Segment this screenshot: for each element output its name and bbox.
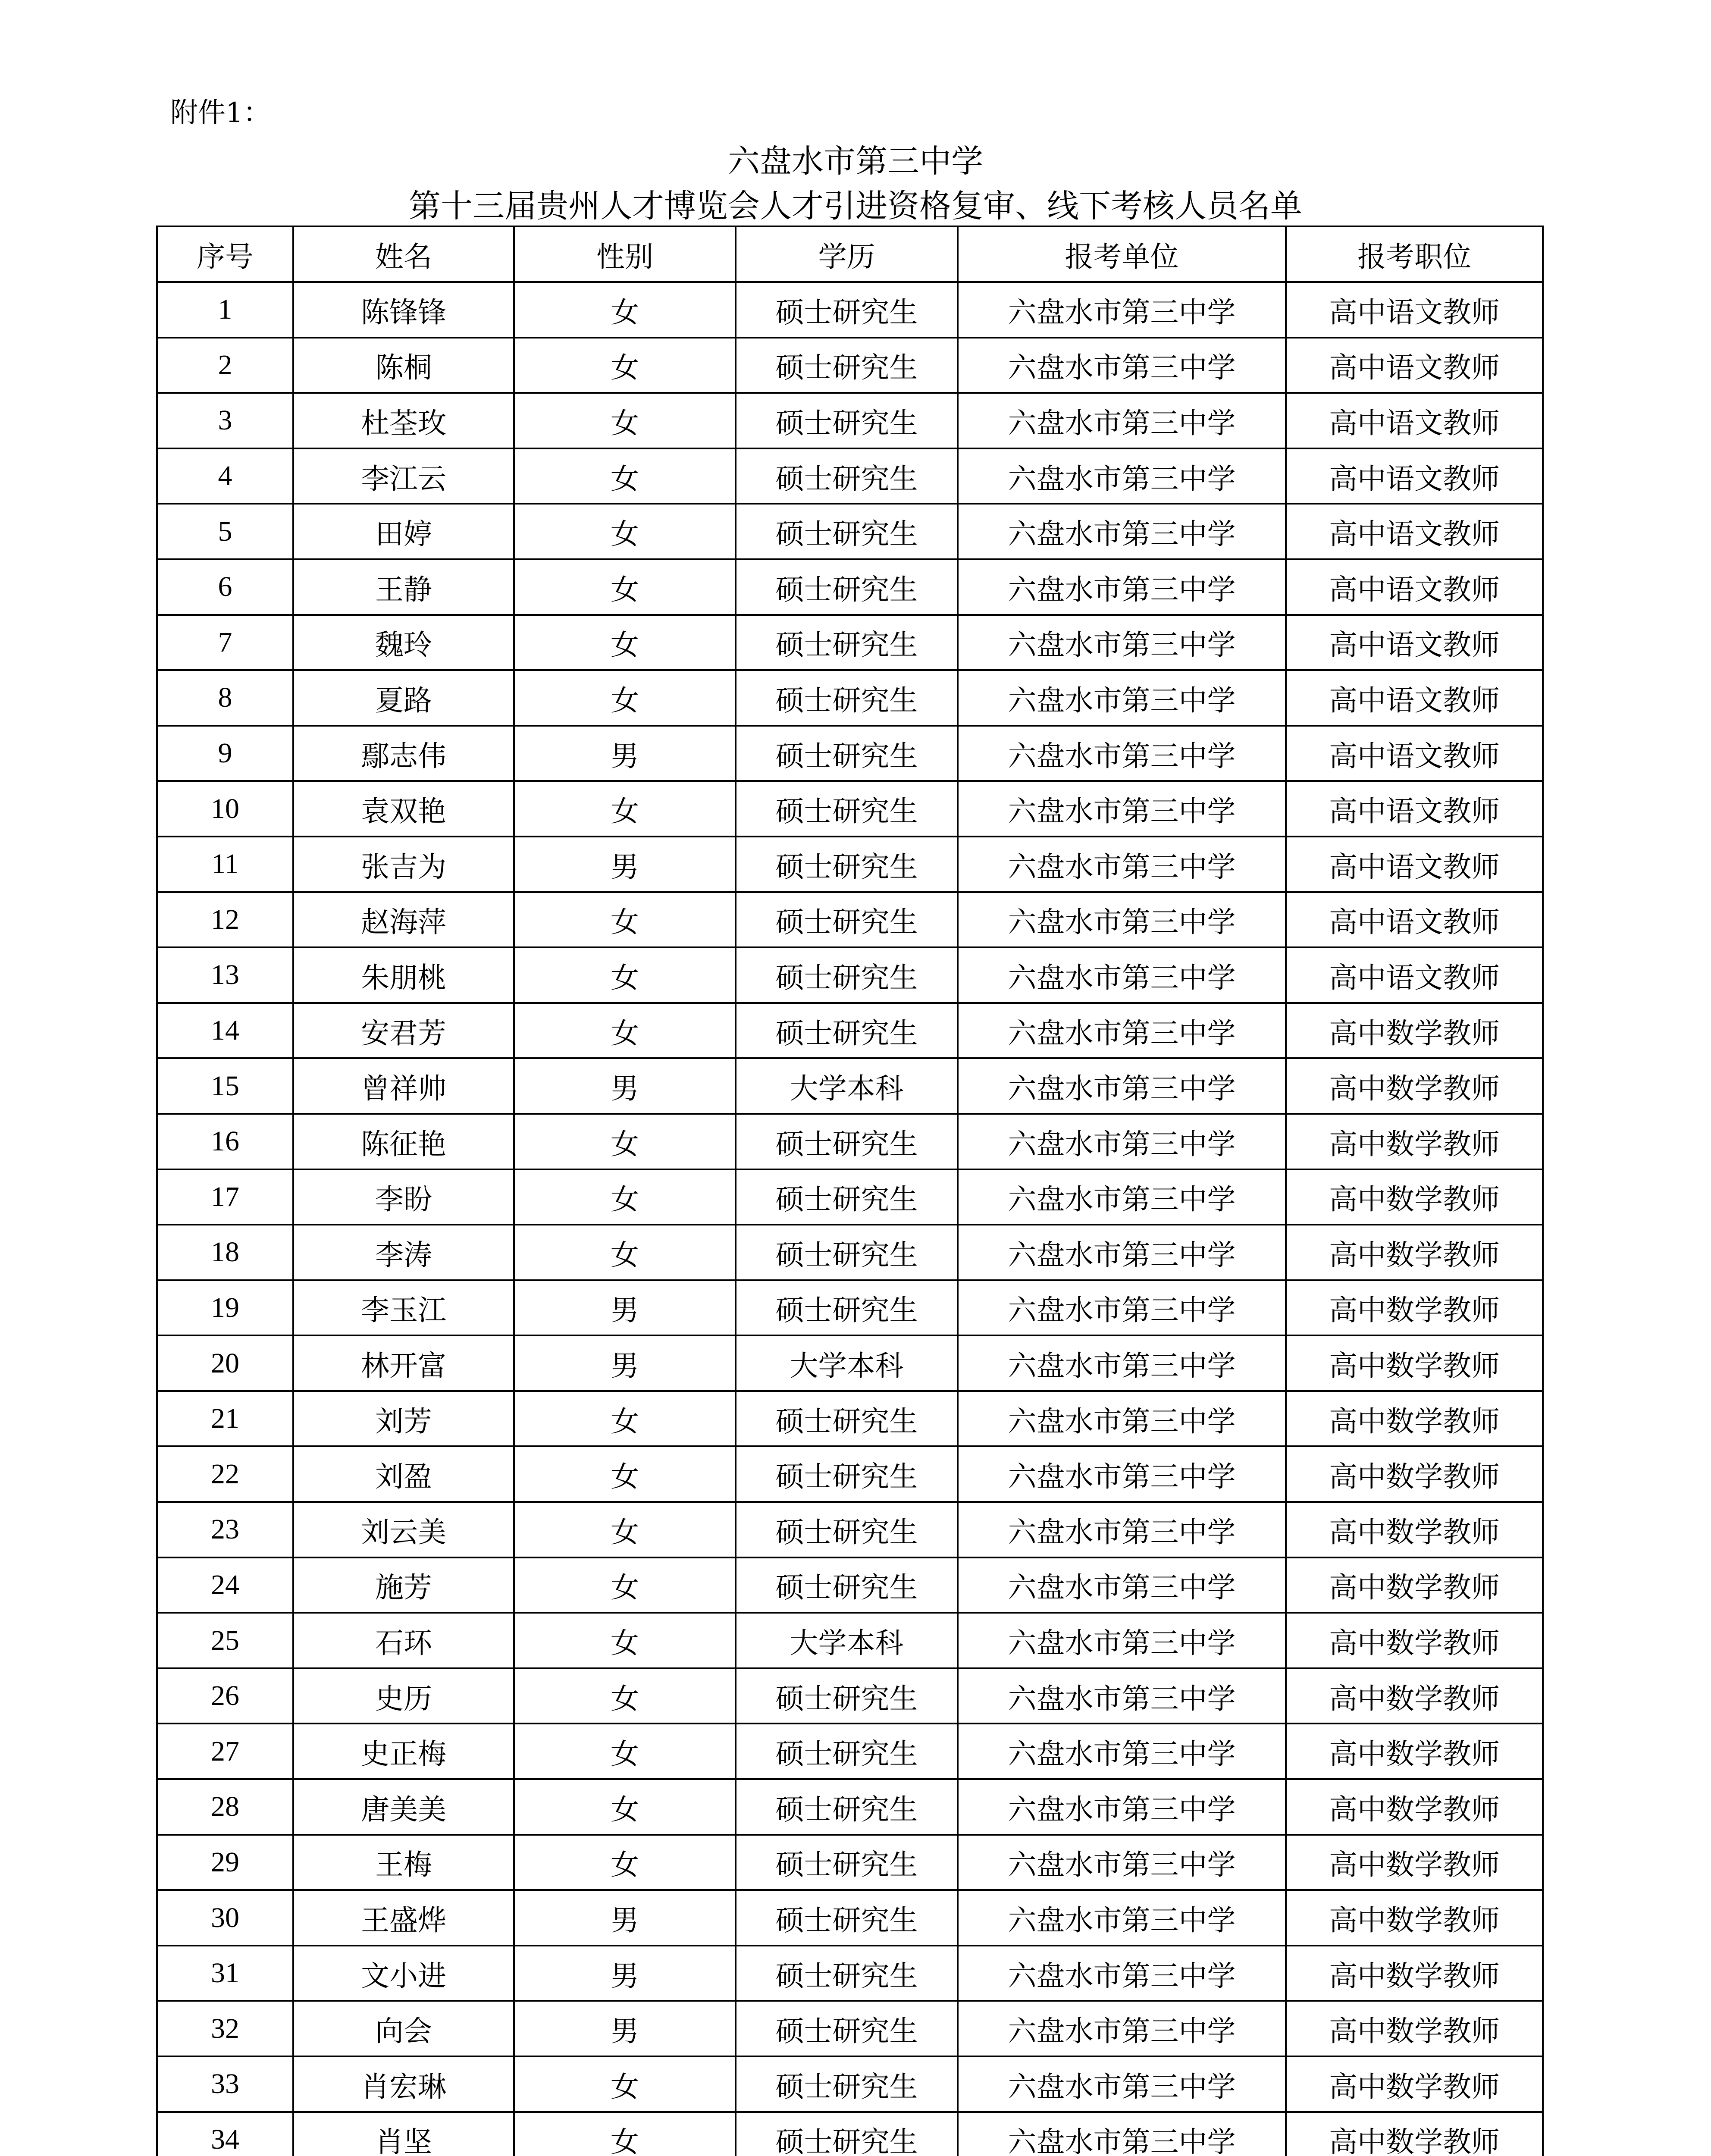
cell-education: 大学本科 [736,1058,958,1114]
cell-name: 向会 [293,2001,514,2056]
cell-unit: 六盘水市第三中学 [958,1335,1286,1391]
cell-unit: 六盘水市第三中学 [958,1890,1286,1946]
cell-gender: 女 [514,2056,736,2112]
cell-gender: 男 [514,1280,736,1336]
table-row [157,726,1543,781]
table-row [157,615,1543,671]
cell-name: 魏玲 [293,615,514,671]
cell-education: 硕士研究生 [736,559,958,615]
table-row [157,448,1543,504]
cell-education: 硕士研究生 [736,1946,958,2001]
cell-position: 高中数学教师 [1286,1280,1543,1336]
cell-gender: 男 [514,1946,736,2001]
cell-education: 硕士研究生 [736,1835,958,1890]
column-header-gender: 性别 [514,226,736,282]
cell-no: 28 [157,1779,293,1835]
cell-education: 硕士研究生 [736,1391,958,1447]
table-row [157,282,1543,338]
cell-position: 高中语文教师 [1286,338,1543,393]
cell-education: 硕士研究生 [736,1890,958,1946]
cell-education: 硕士研究生 [736,892,958,948]
cell-no: 4 [157,448,293,504]
cell-name: 刘盈 [293,1446,514,1502]
cell-name: 朱朋桃 [293,947,514,1003]
cell-position: 高中数学教师 [1286,1446,1543,1502]
cell-name: 安君芳 [293,1003,514,1059]
cell-gender: 女 [514,504,736,559]
cell-no: 20 [157,1335,293,1391]
cell-unit: 六盘水市第三中学 [958,2001,1286,2056]
table-row [157,1391,1543,1447]
cell-education: 硕士研究生 [736,1225,958,1280]
column-header-no: 序号 [157,226,293,282]
table-row [157,1890,1543,1946]
cell-gender: 男 [514,1890,736,1946]
table-row [157,837,1543,892]
cell-gender: 女 [514,892,736,948]
cell-education: 硕士研究生 [736,338,958,393]
cell-position: 高中语文教师 [1286,726,1543,781]
cell-position: 高中数学教师 [1286,1391,1543,1447]
cell-gender: 女 [514,393,736,448]
table-header-row [157,226,1543,282]
cell-no: 29 [157,1835,293,1890]
cell-unit: 六盘水市第三中学 [958,1557,1286,1613]
cell-unit: 六盘水市第三中学 [958,837,1286,892]
cell-unit: 六盘水市第三中学 [958,1169,1286,1225]
cell-unit: 六盘水市第三中学 [958,282,1286,338]
cell-position: 高中数学教师 [1286,2112,1543,2156]
cell-gender: 女 [514,1724,736,1779]
cell-no: 23 [157,1502,293,1557]
table-row [157,947,1543,1003]
table-row [157,1557,1543,1613]
cell-education: 硕士研究生 [736,504,958,559]
cell-position: 高中语文教师 [1286,448,1543,504]
cell-no: 12 [157,892,293,948]
table-row [157,338,1543,393]
cell-no: 1 [157,282,293,338]
cell-name: 赵海萍 [293,892,514,948]
cell-unit: 六盘水市第三中学 [958,448,1286,504]
cell-no: 22 [157,1446,293,1502]
cell-position: 高中数学教师 [1286,1668,1543,1724]
cell-gender: 女 [514,1225,736,1280]
cell-education: 大学本科 [736,1335,958,1391]
cell-name: 王梅 [293,1835,514,1890]
cell-no: 17 [157,1169,293,1225]
cell-gender: 女 [514,1835,736,1890]
cell-education: 硕士研究生 [736,2056,958,2112]
cell-gender: 男 [514,1335,736,1391]
table-row [157,1613,1543,1668]
cell-unit: 六盘水市第三中学 [958,1835,1286,1890]
cell-no: 27 [157,1724,293,1779]
cell-education: 硕士研究生 [736,448,958,504]
cell-education: 硕士研究生 [736,1724,958,1779]
table-row [157,1668,1543,1724]
cell-gender: 女 [514,1391,736,1447]
cell-name: 李玉江 [293,1280,514,1336]
cell-gender: 女 [514,1557,736,1613]
cell-gender: 女 [514,615,736,671]
cell-gender: 女 [514,1114,736,1169]
cell-name: 王静 [293,559,514,615]
attachment-label: 附件1： [170,97,271,129]
cell-position: 高中数学教师 [1286,1058,1543,1114]
cell-name: 唐美美 [293,1779,514,1835]
cell-no: 2 [157,338,293,393]
cell-unit: 六盘水市第三中学 [958,2056,1286,2112]
cell-name: 陈征艳 [293,1114,514,1169]
cell-position: 高中语文教师 [1286,559,1543,615]
cell-no: 7 [157,615,293,671]
cell-education: 硕士研究生 [736,1114,958,1169]
cell-no: 3 [157,393,293,448]
cell-position: 高中语文教师 [1286,947,1543,1003]
cell-name: 史历 [293,1668,514,1724]
cell-unit: 六盘水市第三中学 [958,1946,1286,2001]
cell-position: 高中数学教师 [1286,1502,1543,1557]
cell-no: 15 [157,1058,293,1114]
cell-name: 曾祥帅 [293,1058,514,1114]
table-row [157,2056,1543,2112]
cell-education: 硕士研究生 [736,615,958,671]
table-row [157,1779,1543,1835]
cell-position: 高中数学教师 [1286,1724,1543,1779]
cell-position: 高中数学教师 [1286,1225,1543,1280]
table-row [157,1446,1543,1502]
column-header-position: 报考职位 [1286,226,1543,282]
cell-name: 李盼 [293,1169,514,1225]
cell-education: 大学本科 [736,1613,958,1668]
column-header-education: 学历 [736,226,958,282]
cell-unit: 六盘水市第三中学 [958,2112,1286,2156]
cell-name: 陈锋锋 [293,282,514,338]
cell-name: 夏路 [293,670,514,726]
table-row [157,393,1543,448]
table-row [157,1114,1543,1169]
cell-position: 高中数学教师 [1286,1613,1543,1668]
cell-education: 硕士研究生 [736,282,958,338]
table-row [157,781,1543,837]
cell-position: 高中语文教师 [1286,282,1543,338]
cell-no: 8 [157,670,293,726]
cell-name: 鄢志伟 [293,726,514,781]
table-row [157,1946,1543,2001]
table-row [157,2112,1543,2156]
cell-position: 高中数学教师 [1286,1335,1543,1391]
table-row [157,1003,1543,1059]
cell-name: 石环 [293,1613,514,1668]
cell-unit: 六盘水市第三中学 [958,1668,1286,1724]
cell-no: 6 [157,559,293,615]
table-row [157,1835,1543,1890]
cell-education: 硕士研究生 [736,1003,958,1059]
cell-unit: 六盘水市第三中学 [958,1724,1286,1779]
cell-name: 袁双艳 [293,781,514,837]
cell-position: 高中数学教师 [1286,1779,1543,1835]
cell-no: 16 [157,1114,293,1169]
cell-no: 31 [157,1946,293,2001]
cell-unit: 六盘水市第三中学 [958,1225,1286,1280]
cell-no: 26 [157,1668,293,1724]
column-header-name: 姓名 [293,226,514,282]
cell-gender: 女 [514,1668,736,1724]
cell-unit: 六盘水市第三中学 [958,947,1286,1003]
cell-position: 高中数学教师 [1286,1114,1543,1169]
cell-position: 高中数学教师 [1286,1557,1543,1613]
cell-unit: 六盘水市第三中学 [958,726,1286,781]
cell-unit: 六盘水市第三中学 [958,1114,1286,1169]
cell-unit: 六盘水市第三中学 [958,1613,1286,1668]
cell-no: 13 [157,947,293,1003]
table-row [157,2001,1543,2056]
candidate-table [156,226,1544,2156]
cell-no: 18 [157,1225,293,1280]
cell-name: 王盛烨 [293,1890,514,1946]
table-row [157,1058,1543,1114]
cell-name: 史正梅 [293,1724,514,1779]
cell-unit: 六盘水市第三中学 [958,393,1286,448]
cell-education: 硕士研究生 [736,1557,958,1613]
cell-unit: 六盘水市第三中学 [958,559,1286,615]
cell-position: 高中语文教师 [1286,781,1543,837]
cell-education: 硕士研究生 [736,1779,958,1835]
cell-unit: 六盘水市第三中学 [958,338,1286,393]
column-header-unit: 报考单位 [958,226,1286,282]
table-row [157,892,1543,948]
table-body [157,282,1543,2156]
cell-education: 硕士研究生 [736,1169,958,1225]
cell-education: 硕士研究生 [736,670,958,726]
cell-gender: 女 [514,1446,736,1502]
cell-education: 硕士研究生 [736,1446,958,1502]
cell-gender: 男 [514,837,736,892]
cell-gender: 男 [514,1058,736,1114]
cell-gender: 女 [514,1003,736,1059]
table-row [157,1335,1543,1391]
document-subtitle: 第十三届贵州人才博览会人才引进资格复审、线下考核人员名单 [409,188,1302,225]
cell-name: 张吉为 [293,837,514,892]
cell-no: 21 [157,1391,293,1447]
cell-position: 高中数学教师 [1286,1946,1543,2001]
cell-gender: 男 [514,726,736,781]
cell-no: 24 [157,1557,293,1613]
table-row [157,1169,1543,1225]
cell-unit: 六盘水市第三中学 [958,615,1286,671]
cell-gender: 男 [514,2001,736,2056]
cell-no: 19 [157,1280,293,1336]
cell-no: 32 [157,2001,293,2056]
cell-position: 高中语文教师 [1286,393,1543,448]
cell-gender: 女 [514,2112,736,2156]
cell-gender: 女 [514,781,736,837]
cell-name: 李江云 [293,448,514,504]
cell-gender: 女 [514,338,736,393]
cell-position: 高中语文教师 [1286,615,1543,671]
cell-no: 10 [157,781,293,837]
cell-position: 高中语文教师 [1286,670,1543,726]
table-row [157,1280,1543,1336]
cell-name: 肖宏琳 [293,2056,514,2112]
cell-unit: 六盘水市第三中学 [958,1058,1286,1114]
cell-education: 硕士研究生 [736,837,958,892]
table-row [157,1225,1543,1280]
cell-gender: 女 [514,1169,736,1225]
cell-gender: 女 [514,448,736,504]
cell-no: 9 [157,726,293,781]
cell-position: 高中语文教师 [1286,837,1543,892]
table-row [157,1724,1543,1779]
table-row [157,1502,1543,1557]
cell-education: 硕士研究生 [736,1280,958,1336]
cell-no: 14 [157,1003,293,1059]
cell-gender: 女 [514,282,736,338]
cell-position: 高中数学教师 [1286,2056,1543,2112]
cell-name: 刘云美 [293,1502,514,1557]
cell-education: 硕士研究生 [736,393,958,448]
cell-name: 陈桐 [293,338,514,393]
cell-education: 硕士研究生 [736,2112,958,2156]
cell-position: 高中语文教师 [1286,504,1543,559]
cell-gender: 女 [514,670,736,726]
cell-name: 杜荃玫 [293,393,514,448]
cell-education: 硕士研究生 [736,781,958,837]
cell-unit: 六盘水市第三中学 [958,670,1286,726]
cell-no: 5 [157,504,293,559]
cell-unit: 六盘水市第三中学 [958,1779,1286,1835]
cell-name: 施芳 [293,1557,514,1613]
table-row [157,504,1543,559]
cell-position: 高中数学教师 [1286,1003,1543,1059]
cell-education: 硕士研究生 [736,947,958,1003]
cell-unit: 六盘水市第三中学 [958,1003,1286,1059]
cell-no: 11 [157,837,293,892]
cell-name: 肖坚 [293,2112,514,2156]
cell-no: 30 [157,1890,293,1946]
document-title: 六盘水市第三中学 [728,143,983,180]
cell-no: 34 [157,2112,293,2156]
cell-position: 高中数学教师 [1286,1835,1543,1890]
cell-education: 硕士研究生 [736,1502,958,1557]
cell-gender: 女 [514,1779,736,1835]
cell-education: 硕士研究生 [736,1668,958,1724]
cell-gender: 女 [514,1613,736,1668]
cell-unit: 六盘水市第三中学 [958,1446,1286,1502]
table-row [157,670,1543,726]
cell-position: 高中数学教师 [1286,1169,1543,1225]
cell-education: 硕士研究生 [736,726,958,781]
cell-gender: 女 [514,1502,736,1557]
cell-gender: 女 [514,947,736,1003]
cell-gender: 女 [514,559,736,615]
cell-no: 33 [157,2056,293,2112]
cell-position: 高中语文教师 [1286,892,1543,948]
cell-unit: 六盘水市第三中学 [958,1280,1286,1336]
table-row [157,559,1543,615]
cell-unit: 六盘水市第三中学 [958,504,1286,559]
cell-unit: 六盘水市第三中学 [958,892,1286,948]
cell-name: 林开富 [293,1335,514,1391]
cell-position: 高中数学教师 [1286,2001,1543,2056]
cell-name: 李涛 [293,1225,514,1280]
cell-name: 田婷 [293,504,514,559]
cell-unit: 六盘水市第三中学 [958,781,1286,837]
cell-name: 文小进 [293,1946,514,2001]
cell-education: 硕士研究生 [736,2001,958,2056]
cell-unit: 六盘水市第三中学 [958,1391,1286,1447]
cell-unit: 六盘水市第三中学 [958,1502,1286,1557]
cell-no: 25 [157,1613,293,1668]
cell-position: 高中数学教师 [1286,1890,1543,1946]
cell-name: 刘芳 [293,1391,514,1447]
